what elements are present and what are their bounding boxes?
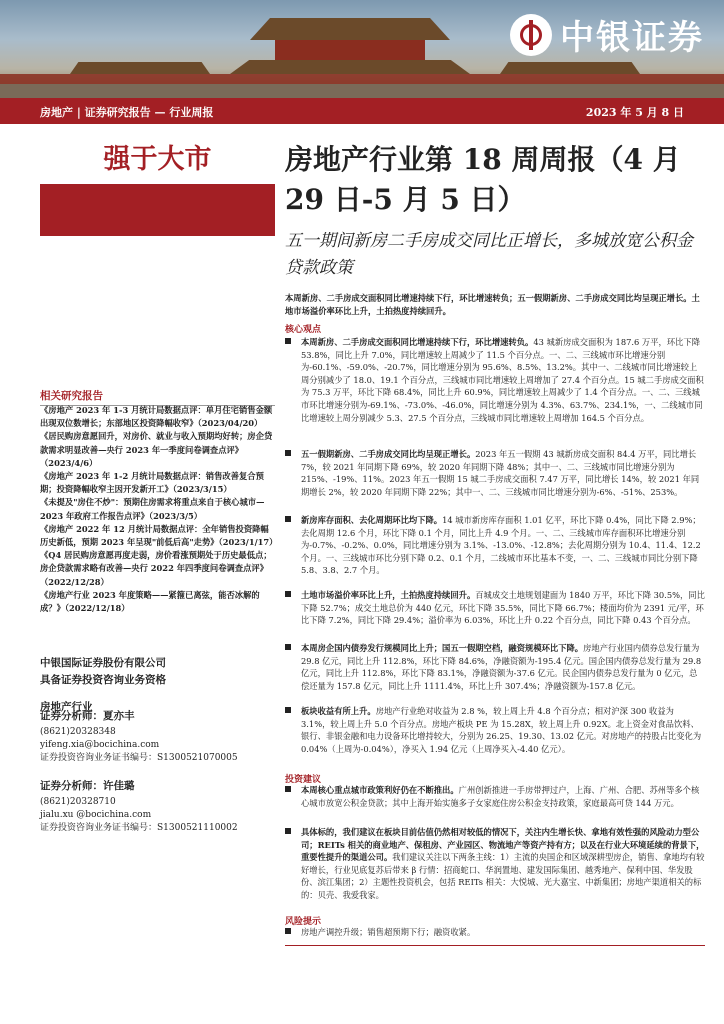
section-risk: 风险提示 xyxy=(285,917,322,927)
core-point-text: 43 城新房成交面积为 187.6 万平，环比下降 53.8%，同比上升 7.0%，同比增速较上周减少了 11.5 个百分点。一、二、三线城市环比增速分别为-60.1%、-59.0%、-20.7%，同比增速分别为 95.6%、8.5%、13.2%。其中一、二线城市同比增速较上周分别减少了 18.0、19.1 个百分点，三线城市同比增速较上周增加了 27.4 个百分点。15 城二手房成交面积为 75.3 万平，环比下降 68.4%，同比上升 60.9%，同比增速较上周减少了 1.4 个百分点。一、二、三线城市环比增速分别为-69.1%、-73.0%、-46.0%，同比增速分别为 4.3%、63.7%、234.1%，一、二线城市同比增速较上周分别减少 5.3、27.5 个百分点，三线城市同比增速较上周增加 164.5 个百分点。 xyxy=(301,337,704,423)
core-point-lead: 土地市场溢价率环比上升，土拍热度持续回升。 xyxy=(301,590,476,600)
courtyard xyxy=(0,84,724,98)
core-point-text: 房地产行业绝对收益为 2.8 %，较上周上升 4.8 个百分点；相对沪深 300 收益为 3.1%，较上周上升 5.0 个百分点。房地产板块 PE 为 15.28X，较上周上升 0.92X。北上资金对食品饮料、银行、非银金融和电力设备环比增持较大，分别为 26.25、19.30、13.02 亿元。对房地产的持股占比变化为 0.04%（上周为-0.04%），净买入 1.94 亿元（上周净买入-4.40 亿元）。 xyxy=(301,706,702,754)
related-report[interactable]: 《房地产 2023 年 1-2 月统计局数据点评：销售改善复合预期；投资降幅收窄主因开发新开工》（2023/3/15） xyxy=(40,471,264,495)
related-reports-list xyxy=(40,404,278,615)
core-point xyxy=(285,642,705,692)
related-report[interactable]: 《房地产行业 2023 年度策略——紧箍已离弦，能否冰解的成？》（2022/12/18） xyxy=(40,589,260,614)
core-point xyxy=(285,448,705,498)
palace-lower-roof-image xyxy=(230,60,470,74)
bullet-square-icon xyxy=(285,928,291,934)
invest-point-text: 广州创新推进一手房带押过户，上海、广州、合肥、苏州等多个核心城市放宽公积金贷款；其中上海开始实施多子女家庭住房公积金支持政策，家庭最高可贷 144 万元。 xyxy=(301,785,700,808)
brand-logo xyxy=(510,10,704,59)
report-subtitle: 五一期间新房二手房成交同比正增长，多城放宽公积金贷款政策 xyxy=(285,231,693,278)
related-report[interactable]: 《居民购房意愿回升，对房价、就业与收入预期均好转；房企贷款需求明显改善—央行 2023 年一季度问卷调查点评》（2023/4/6） xyxy=(40,431,273,468)
analyst-phone: (8621)20328348 xyxy=(40,727,116,737)
bullet-square-icon xyxy=(285,828,291,834)
bullet-square-icon xyxy=(285,644,291,650)
report-subheader xyxy=(0,98,724,124)
risk-point xyxy=(285,926,705,939)
bullet-square-icon xyxy=(285,516,291,522)
core-point xyxy=(285,336,705,424)
report-title: 房地产行业第 18 周周报（4 月 29 日-5 月 5 日） xyxy=(285,143,681,216)
company-name: 中银国际证券股份有限公司 xyxy=(40,657,166,669)
analyst-cert: 证券投资咨询业务证书编号：S1300521070005 xyxy=(40,753,238,763)
divider xyxy=(285,945,705,946)
company-info xyxy=(40,655,275,716)
bullet-square-icon xyxy=(285,338,291,344)
invest-point-lead: 具体标的，我们建议在板块目前估值仍然相对较低的情况下，关注内生增长快、拿地有效性强的风险动力型公司；REITs 相关的商业地产、保租房、产业园区、物流地产等资产持有方；以及在行业大环境延续的背景下，重要性提升的渠道公司。 xyxy=(301,827,705,863)
palace-hall-image xyxy=(275,40,425,62)
analyst-name: 证券分析师：夏亦丰 xyxy=(40,710,135,722)
report-summary: 本周新房、二手房成交面积同比增速持续下行，环比增速转负；五一假期新房、二手房成交同比均呈现正增长。土地市场溢价率环比上升，土拍热度持续回升。 xyxy=(285,293,700,316)
rating-band xyxy=(40,184,275,236)
logo-text: 中银证券 xyxy=(560,18,704,58)
bank-of-china-logo-icon xyxy=(510,14,552,56)
report-category: 房地产 | 证券研究报告 — 行业周报 xyxy=(40,106,214,119)
industry-label: 房地产行业 xyxy=(40,701,93,713)
related-report[interactable]: 《房地产 2023 年 1-3 月统计局数据点评：单月住宅销售金额出现双位数增长；东部地区投资降幅收窄》（2023/04/20） xyxy=(40,405,273,429)
company-qualification: 具备证券投资咨询业务资格 xyxy=(40,674,166,686)
core-point xyxy=(285,589,705,627)
analyst-cert: 证券投资咨询业务证书编号：S1300521110002 xyxy=(40,823,238,833)
core-point xyxy=(285,705,705,755)
bullet-square-icon xyxy=(285,591,291,597)
risk-point-text: 房地产调控升级；销售超预期下行；融资收紧。 xyxy=(301,927,476,937)
related-report[interactable]: 《房地产 2022 年 12 月统计局数据点评：全年销售投资降幅历史新低，预期 2023 年呈现"前低后高"走势》（2023/1/17） xyxy=(40,523,278,548)
related-reports-title: 相关研究报告 xyxy=(40,388,275,406)
section-core: 核心观点 xyxy=(285,325,322,335)
core-point-lead: 五一假期新房、二手房成交同比均呈现正增长。 xyxy=(301,449,476,459)
section-invest: 投资建议 xyxy=(285,775,322,785)
analyst-card xyxy=(40,780,275,835)
analyst-email[interactable]: yifeng.xia@bocichina.com xyxy=(40,740,160,750)
invest-point-lead: 本周核心重点城市政策利好仍在不断推出。 xyxy=(301,785,459,795)
analyst-name: 证券分析师：许佳璐 xyxy=(40,780,135,792)
core-point-lead: 本周新房、二手房成交面积同比增速持续下行，环比增速转负。 xyxy=(301,337,534,347)
analyst-card xyxy=(40,710,275,765)
invest-point-text: 我们建议关注以下两条主线：1）主流的央国企和区域深耕型房企，销售、拿地均有较好增长，行业见底复苏后带来 β 行情：招商蛇口、华润置地、建发国际集团、越秀地产、保利中国、华发股份、滨江集团；2）主题性投资机会，包括 REITs 相关：大悦城、光大嘉宝、中新集团；房地产渠道相关的标的：贝壳、我爱我家。 xyxy=(301,852,705,900)
analyst-email[interactable]: jialu.xu @bocichina.com xyxy=(40,810,152,820)
bullet-square-icon xyxy=(285,707,291,713)
left-column xyxy=(40,124,275,236)
analyst-phone: (8621)20328710 xyxy=(40,797,116,807)
header-banner xyxy=(0,0,724,98)
core-point-text: 2023 年五一假期 43 城新房成交面积 84.4 万平，同比增长 7%，较 2021 年同期下降 69%，较 2020 年同期下降 48%；其中一、二、三线城市同比增速分别为 215%、-19%、11%。2023 年五一假期 15 城二手房成交面积 7.47 万平，同比增长 14%，较 2021 年同期增长 2%，较 2020 年同期下降 22%；其中一、二、三线城市同比增速分别为-6%、-51%、253%。 xyxy=(301,449,700,497)
core-point-text: 百城成交土地规划建面为 1840 万平，环比下降 30.5%，同比下降 52.7%；成交土地总价为 440 亿元，环比下降 35.5%，同比下降 66.7%；楼面均价为 2391 元/平，环比下降 7.2%，同比下降 29.4%；溢价率为 6.03%，环比上升 0.22 个百分点，同比下降 0.43 个百分点。 xyxy=(301,590,705,626)
core-point xyxy=(285,514,705,577)
related-report[interactable]: 《未提及"房住不炒"：预期住房需求将重点来自于核心城市—2023 年政府工作报告点评》（2023/3/5） xyxy=(40,497,265,521)
report-date: 2023 年 5 月 8 日 xyxy=(585,106,684,119)
bullet-square-icon xyxy=(285,450,291,456)
core-point-lead: 板块收益有所上升。 xyxy=(301,706,376,716)
core-point-text: 房地产行业国内债券总发行量为 29.8 亿元，同比上升 112.8%，环比下降 84.6%，净融资额为-195.4 亿元。国企国内债券总发行量为 29.8 亿元，同比上升 112.8%，环比下降 83.1%，净融资额为-37.6 亿元。民企国内债券总发行量为 0 亿元，总偿还量为 157.8 亿元，同比上升 1111.4%，环比上升 307.4%；净融资额为-157.8 亿元。 xyxy=(301,643,702,691)
core-point-lead: 本周房企国内债券发行规模同比上升；国五一假期空档，融资规模环比下降。 xyxy=(301,643,584,653)
palace-roof-image xyxy=(250,18,450,40)
invest-point xyxy=(285,826,705,902)
bullet-square-icon xyxy=(285,786,291,792)
core-point-text: 14 城市新房库存面积 1.01 亿平，环比下降 0.4%，同比下降 2.9%；去化周期 12.6 个月，环比下降 0.1 个月，同比上升 4.9 个月。一、二、三线城市库存面积环比增速分别为-0.7%、-0.2%、0.0%，同比增速分别为 3.1%、-13.0%、-12.8%；去化周期分别为 10.4、11.4、12.2 个月。一、三线城市环比分别下降 0.2、0.1 个月，二线城市环比基本不变，一、二、三线城市同比分别下降 5.8、3.8、2.7 个月。 xyxy=(301,515,701,576)
side-roof-left xyxy=(70,62,210,74)
side-roof-right xyxy=(500,62,640,74)
rating-label: 强于大市 xyxy=(40,130,275,184)
invest-point xyxy=(285,784,705,809)
related-report[interactable]: 《Q4 居民购房意愿再度走弱，房价看涨预期处于历史最低点；房企贷款需求略有改善—央行 2022 年四季度问卷调查点评》（2022/12/28） xyxy=(40,550,272,587)
core-point-lead: 新房库存面积、去化周期环比均下降。 xyxy=(301,515,443,525)
